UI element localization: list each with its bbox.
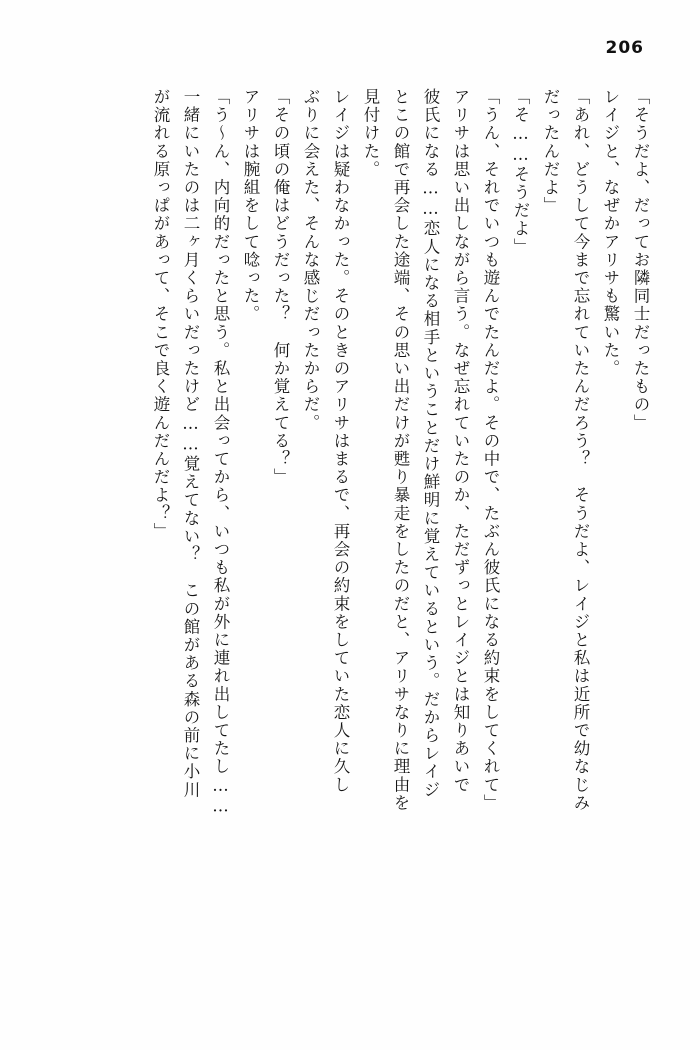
page-number: 206 [605, 38, 644, 58]
text-line: が流れる原っぱがあって、そこで良く遊んだんだよ？」 [151, 88, 170, 541]
text-line: 彼氏になる……恋人になる相手ということだけ鮮明に覚えているという。だからレイジ [421, 88, 440, 799]
vertical-text-body [48, 88, 648, 990]
text-line: 「あれ、どうして今まで忘れていたんだろう？ そうだよ、レイジと私は近所で幼なじみ [571, 88, 590, 812]
text-line: レイジは疑わなかった。そのときのアリサはまるで、再会の約束をしていた恋人に久し [331, 88, 350, 794]
text-line: アリサは思い出しながら言う。なぜ忘れていたのか、ただずっとレイジとは知りあいで [451, 88, 470, 794]
text-line: レイジと、なぜかアリサも驚いた。 [601, 88, 620, 378]
text-line: とこの館で再会した途端、その思い出だけが甦り暴走をしたのだと、アリサなりに理由を [391, 88, 410, 812]
text-line: だったんだよ」 [541, 88, 560, 215]
text-line: 見付けた。 [361, 88, 380, 179]
text-line: 「う～ん、内向的だったと思う。私と出会ってから、いつも私が外に連れ出してたし…… [211, 88, 230, 817]
text-line: 「そ……そうだよ」 [511, 88, 530, 256]
text-line: 「うん、それでいつも遊んでたんだよ。その中で、たぶん彼氏になる約束をしてくれて」 [481, 88, 500, 812]
text-line: 一緒にいたのは二ヶ月くらいだったけど……覚えてない？ この館がある森の前に小川 [181, 88, 200, 799]
text-line: 「そうだよ、だってお隣同士だったもの」 [631, 88, 650, 432]
text-line: アリサは腕組をして唸った。 [241, 88, 260, 324]
text-line: ぶりに会えた、そんな感じだったからだ。 [301, 88, 320, 432]
text-line: 「その頃の俺はどうだった？ 何か覚えてる？」 [271, 88, 290, 487]
